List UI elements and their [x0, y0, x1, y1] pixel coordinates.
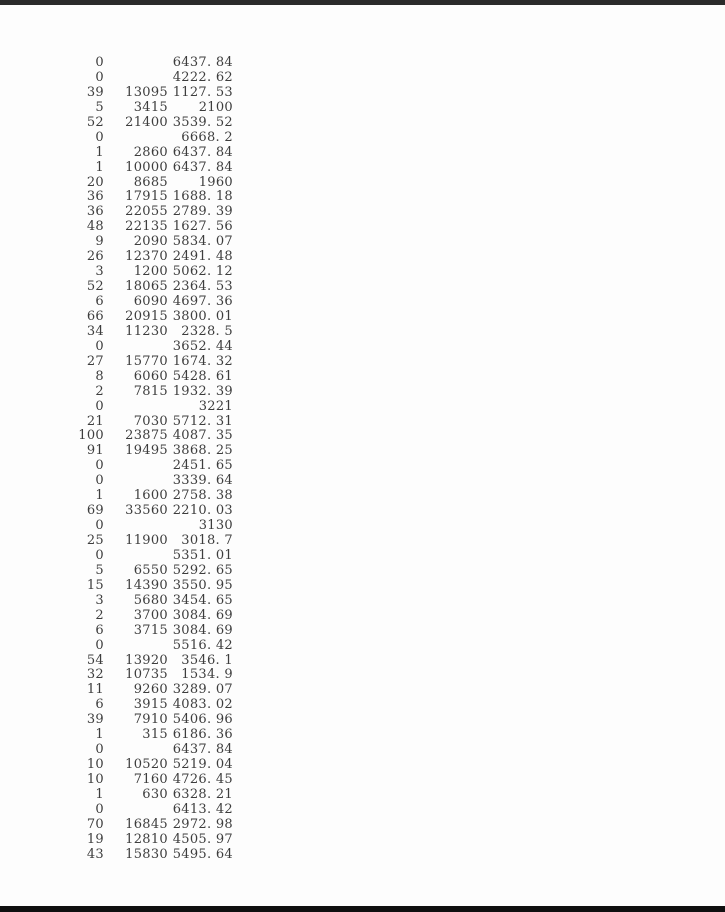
table-cell: 6668. 2 [181, 129, 233, 145]
table-row [0, 295, 233, 310]
table-cell: 39 [86, 84, 104, 100]
table-cell: 4697. 36 [172, 294, 233, 309]
table-cell [104, 549, 168, 564]
table-cell: 11230 [125, 323, 168, 339]
table-cell: 52 [86, 279, 104, 295]
table-cell: 6 [95, 622, 104, 638]
table-row [0, 385, 233, 400]
table-row [0, 340, 233, 355]
table-cell: 22055 [125, 204, 168, 220]
table-row [0, 400, 233, 415]
table-cell: 15 [86, 577, 104, 593]
table-cell: 39 [86, 712, 104, 728]
table-cell: 10735 [125, 667, 168, 683]
table-cell: 1688. 18 [172, 189, 233, 205]
table-cell: 0 [95, 398, 104, 414]
table-cell [104, 340, 168, 355]
table-cell: 315 [142, 727, 168, 743]
table-cell [104, 400, 168, 415]
table-cell: 3289. 07 [172, 682, 233, 698]
table-cell: 5 [95, 562, 104, 578]
table-cell: 10 [86, 757, 104, 773]
table-cell: 69 [86, 503, 104, 519]
table-cell: 54 [86, 652, 104, 668]
table-cell: 6437. 84 [172, 742, 233, 758]
table-cell: 3539. 52 [172, 114, 233, 130]
table-row [0, 773, 233, 788]
table-row [0, 131, 233, 146]
table-row [0, 415, 233, 430]
table-row [0, 265, 233, 280]
table-row [0, 355, 233, 370]
table-cell: 0 [95, 129, 104, 145]
table-cell: 6328. 21 [172, 786, 233, 802]
table-cell: 13095 [125, 84, 168, 100]
table-cell: 2328. 5 [181, 323, 233, 339]
table-row [0, 713, 233, 728]
table-cell: 630 [142, 786, 168, 802]
table-cell: 3715 [133, 622, 168, 638]
table-cell: 3 [95, 592, 104, 608]
table-cell: 11 [86, 682, 104, 698]
table-cell [104, 131, 168, 146]
table-cell: 6060 [133, 368, 168, 384]
table-cell: 0 [95, 637, 104, 653]
table-row [0, 429, 233, 444]
table-row [0, 579, 233, 594]
table-cell: 5 [95, 99, 104, 115]
table-cell [104, 71, 168, 86]
table-row [0, 788, 233, 803]
table-row [0, 668, 233, 683]
table-cell: 1127. 53 [172, 84, 233, 100]
table-cell [104, 803, 168, 818]
table-row [0, 459, 233, 474]
table-cell: 5516. 42 [172, 637, 233, 653]
table-cell: 3550. 95 [172, 577, 233, 593]
table-row [0, 56, 233, 71]
table-cell: 36 [86, 204, 104, 220]
table-cell: 6437. 84 [172, 144, 233, 160]
table-cell: 2451. 65 [172, 458, 233, 474]
table-cell: 2491. 48 [172, 249, 233, 265]
table-cell: 34 [86, 323, 104, 339]
table-row [0, 803, 233, 818]
table-cell: 6090 [133, 294, 168, 309]
table-cell: 11900 [125, 533, 168, 548]
table-cell: 70 [86, 816, 104, 832]
table-cell: 48 [86, 219, 104, 235]
table-cell [104, 639, 168, 654]
table-cell: 0 [95, 55, 104, 70]
table-cell: 2972. 98 [172, 816, 233, 832]
table-cell: 27 [86, 353, 104, 369]
table-cell [104, 459, 168, 474]
table-cell [104, 743, 168, 758]
table-row [0, 310, 233, 325]
table-cell: 3915 [133, 697, 168, 713]
table-cell: 1 [95, 488, 104, 504]
table-cell: 0 [95, 801, 104, 817]
table-cell: 5292. 65 [172, 562, 233, 578]
table-cell: 3130 [198, 518, 233, 534]
table-cell: 0 [95, 473, 104, 489]
table-cell: 5834. 07 [172, 234, 233, 250]
table-cell: 21 [86, 413, 104, 429]
table-cell: 1200 [133, 264, 168, 280]
table-cell: 100 [78, 428, 104, 444]
table-row [0, 639, 233, 654]
table-row [0, 71, 233, 86]
table-cell: 17915 [125, 189, 168, 205]
table-cell: 2860 [133, 144, 168, 160]
table-row [0, 325, 233, 340]
table-cell: 7030 [133, 413, 168, 429]
table-cell: 3221 [198, 398, 233, 414]
table-cell: 8685 [133, 174, 168, 190]
table-cell: 6437. 84 [172, 159, 233, 175]
page-top-border [0, 0, 725, 5]
table-row [0, 190, 233, 205]
table-cell: 7160 [133, 772, 168, 787]
table-row [0, 534, 233, 549]
table-cell: 22135 [125, 219, 168, 235]
table-row [0, 86, 233, 101]
table-cell: 2090 [133, 234, 168, 250]
table-row [0, 235, 233, 250]
table-row [0, 176, 233, 191]
table-cell: 2758. 38 [172, 488, 233, 504]
table-cell: 5219. 04 [172, 757, 233, 773]
table-cell: 0 [95, 458, 104, 474]
table-cell: 9260 [133, 682, 168, 698]
table-cell: 4083. 02 [172, 697, 233, 713]
table-cell: 18065 [125, 279, 168, 295]
table-row [0, 504, 233, 519]
table-cell: 0 [95, 742, 104, 758]
table-cell [104, 519, 168, 534]
table-row [0, 609, 233, 624]
table-cell: 10000 [125, 159, 168, 175]
table-cell: 6550 [133, 562, 168, 578]
table-cell: 2 [95, 383, 104, 399]
table-cell: 3868. 25 [172, 443, 233, 459]
table-cell: 15770 [125, 353, 168, 369]
table-row [0, 564, 233, 579]
table-cell: 0 [95, 338, 104, 354]
table-cell: 66 [86, 308, 104, 324]
table-cell: 91 [86, 443, 104, 459]
table-cell: 1 [95, 159, 104, 175]
table-cell: 36 [86, 189, 104, 205]
table-row [0, 161, 233, 176]
table-cell: 52 [86, 114, 104, 130]
table-row [0, 743, 233, 758]
page-bottom-border [0, 906, 725, 912]
table-cell: 33560 [125, 503, 168, 519]
table-cell: 13920 [125, 652, 168, 668]
table-row [0, 728, 233, 743]
table-cell: 12370 [125, 249, 168, 265]
table-cell: 3 [95, 264, 104, 280]
table-row [0, 250, 233, 265]
table-cell: 1 [95, 144, 104, 160]
table-cell: 3700 [133, 607, 168, 623]
table-cell: 5351. 01 [172, 547, 233, 563]
table-row [0, 220, 233, 235]
table-cell: 26 [86, 249, 104, 265]
table-cell: 3084. 69 [172, 622, 233, 638]
table-cell: 2100 [198, 99, 233, 115]
table-cell: 2364. 53 [172, 279, 233, 295]
table-cell: 6413. 42 [172, 801, 233, 817]
table-cell: 3454. 65 [172, 592, 233, 608]
table-row [0, 370, 233, 385]
table-row [0, 116, 233, 131]
table-row [0, 205, 233, 220]
table-row [0, 758, 233, 773]
table-cell: 5712. 31 [172, 413, 233, 429]
table-cell: 14390 [125, 577, 168, 593]
table-cell: 21400 [125, 114, 168, 130]
table-cell: 1 [95, 727, 104, 743]
table-row [0, 101, 233, 116]
table-cell: 7815 [133, 383, 168, 399]
table-cell: 19 [86, 831, 104, 847]
table-cell: 7910 [133, 712, 168, 728]
table-cell: 43 [86, 846, 104, 862]
table-cell: 0 [95, 547, 104, 563]
table-cell: 3652. 44 [172, 338, 233, 354]
table-cell: 5062. 12 [172, 264, 233, 280]
table-cell: 0 [95, 69, 104, 85]
table-cell: 0 [95, 518, 104, 534]
table-cell: 5406. 96 [172, 712, 233, 728]
table-row [0, 818, 233, 833]
table-cell: 3018. 7 [181, 533, 233, 548]
data-table [0, 56, 233, 863]
table-row [0, 848, 233, 863]
table-cell: 3084. 69 [172, 607, 233, 623]
table-cell: 3339. 64 [172, 473, 233, 489]
table-cell: 1534. 9 [181, 667, 233, 683]
table-cell: 1674. 32 [172, 353, 233, 369]
table-cell: 1627. 56 [172, 219, 233, 235]
table-cell: 2789. 39 [172, 204, 233, 220]
table-cell: 5495. 64 [172, 846, 233, 862]
table-cell: 4087. 35 [172, 428, 233, 444]
table-cell [104, 56, 168, 71]
table-cell: 20915 [125, 308, 168, 324]
table-row [0, 489, 233, 504]
table-cell: 4222. 62 [172, 69, 233, 85]
table-cell: 15830 [125, 846, 168, 862]
table-row [0, 519, 233, 534]
table-cell: 5428. 61 [172, 368, 233, 384]
table-cell: 4505. 97 [172, 831, 233, 847]
table-cell: 5680 [133, 592, 168, 608]
table-cell: 6186. 36 [172, 727, 233, 743]
table-row [0, 594, 233, 609]
table-cell: 9 [95, 234, 104, 250]
table-cell: 20 [86, 174, 104, 190]
table-cell: 8 [95, 368, 104, 384]
table-cell: 2 [95, 607, 104, 623]
table-cell: 1960 [198, 174, 233, 190]
table-cell: 3546. 1 [181, 652, 233, 668]
table-cell: 1600 [133, 488, 168, 504]
table-row [0, 474, 233, 489]
table-row [0, 683, 233, 698]
table-cell: 4726. 45 [172, 772, 233, 787]
table-cell: 6 [95, 697, 104, 713]
table-row [0, 833, 233, 848]
table-row [0, 549, 233, 564]
table-cell: 6437. 84 [172, 55, 233, 70]
table-cell: 19495 [125, 443, 168, 459]
table-cell: 23875 [125, 428, 168, 444]
table-cell: 1 [95, 786, 104, 802]
table-cell: 6 [95, 294, 104, 309]
table-cell: 12810 [125, 831, 168, 847]
table-row [0, 624, 233, 639]
table-cell: 2210. 03 [172, 503, 233, 519]
table-cell: 16845 [125, 816, 168, 832]
table-cell: 3800. 01 [172, 308, 233, 324]
table-cell: 10520 [125, 757, 168, 773]
table-row [0, 444, 233, 459]
table-cell: 1932. 39 [172, 383, 233, 399]
table-row [0, 654, 233, 669]
table-cell: 32 [86, 667, 104, 683]
table-row [0, 280, 233, 295]
table-row [0, 698, 233, 713]
table-cell: 25 [86, 533, 104, 548]
table-cell [104, 474, 168, 489]
table-cell: 3415 [133, 99, 168, 115]
table-cell: 10 [86, 772, 104, 787]
table-row [0, 146, 233, 161]
